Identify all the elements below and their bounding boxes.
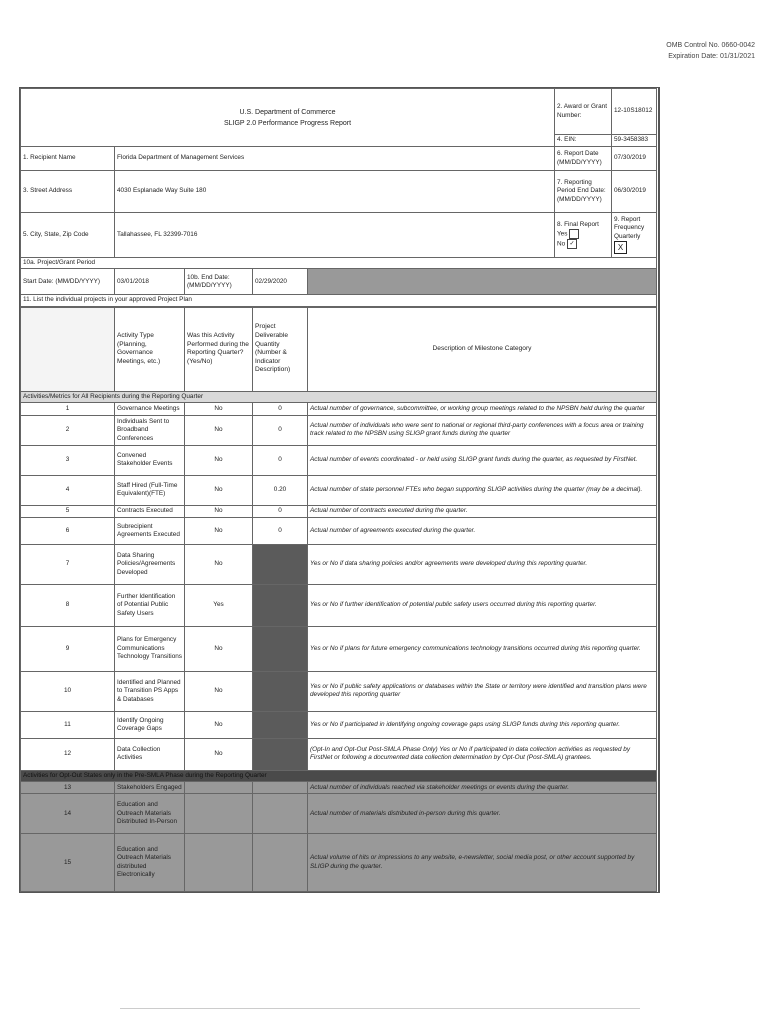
no-checkbox[interactable] bbox=[567, 239, 577, 249]
table-row bbox=[21, 626, 657, 671]
activity-type: Data Sharing Policies/Agreements Developed bbox=[115, 544, 185, 584]
performed-value: No bbox=[185, 402, 253, 415]
form-header-table bbox=[20, 88, 657, 307]
table-row bbox=[21, 475, 657, 505]
grant-period-label: 10a. Project/Grant Period bbox=[21, 258, 657, 269]
milestone-description: Yes or No if further identification of potential public safety users occurred during this reporting quarter. bbox=[308, 584, 657, 626]
row-number: 10 bbox=[21, 671, 115, 711]
row-number: 1 bbox=[21, 402, 115, 415]
table-row bbox=[21, 402, 657, 415]
activity-type: Identified and Planned to Transition PS Apps & Databases bbox=[115, 671, 185, 711]
deliverable-quantity: 0 bbox=[253, 402, 308, 415]
report-date-value: 07/30/2019 bbox=[612, 147, 657, 171]
section-opt-out: Activities for Opt-Out States only in the Pre-SMLA Phase during the Reporting Quarter bbox=[21, 770, 657, 781]
row-number: 12 bbox=[21, 738, 115, 770]
table-row bbox=[21, 834, 657, 892]
row-number: 9 bbox=[21, 626, 115, 671]
final-report-yes bbox=[557, 229, 609, 239]
recipient-name-value: Florida Department of Management Services bbox=[115, 147, 555, 171]
period-end-value: 06/30/2019 bbox=[612, 171, 657, 213]
performed-value: No bbox=[185, 517, 253, 544]
col-activity-type: Activity Type (Planning, Governance Meetings, etc.) bbox=[115, 307, 185, 391]
row-number: 11 bbox=[21, 711, 115, 738]
table-row bbox=[21, 782, 657, 794]
milestone-description: Actual number of agreements executed during the quarter. bbox=[308, 517, 657, 544]
table-row bbox=[21, 671, 657, 711]
col-performed: Was this Activity Performed during the Reporting Quarter? (Yes/No) bbox=[185, 307, 253, 391]
milestone-description: (Opt-In and Opt-Out Post-SMLA Phase Only) Yes or No if participated in data collection activities as requested by FirstNet or following a documented data collection determination by Opt-Out (Post-SMLA) grantees. bbox=[308, 738, 657, 770]
deliverable-quantity bbox=[253, 626, 308, 671]
performed-value bbox=[185, 782, 253, 794]
performed-value bbox=[185, 794, 253, 834]
activity-type: Education and Outreach Materials Distributed In-Person bbox=[115, 794, 185, 834]
milestone-description: Actual number of individuals reached via stakeholder meetings or events during the quarter. bbox=[308, 782, 657, 794]
omb-header bbox=[600, 40, 755, 62]
deliverable-quantity bbox=[253, 738, 308, 770]
deliverable-quantity bbox=[253, 834, 308, 892]
report-title: SLIGP 2.0 Performance Progress Report bbox=[223, 119, 352, 127]
deliverable-quantity: 0 bbox=[253, 415, 308, 445]
period-end-label: 7. Reporting Period End Date: (MM/DD/YYYY) bbox=[555, 171, 612, 213]
table-row bbox=[21, 505, 657, 517]
performed-value: No bbox=[185, 415, 253, 445]
milestone-description: Yes or No if public safety applications or databases within the State or territory were identified and transition plans were developed this reporting quarter bbox=[308, 671, 657, 711]
activities-table bbox=[20, 307, 657, 893]
activity-type: Subrecipient Agreements Executed bbox=[115, 517, 185, 544]
milestone-description: Yes or No if participated in identifying ongoing coverage gaps using SLIGP funds during this reporting quarter. bbox=[308, 711, 657, 738]
performed-value: No bbox=[185, 738, 253, 770]
table-row bbox=[21, 517, 657, 544]
milestone-description: Actual number of events coordinated - or held using SLIGP grant funds during the quarter, as requested by FirstNet. bbox=[308, 445, 657, 475]
row-number: 8 bbox=[21, 584, 115, 626]
start-date-value: 03/01/2018 bbox=[115, 269, 185, 295]
ein-value: 59-3458383 bbox=[612, 135, 657, 147]
deliverable-quantity bbox=[253, 711, 308, 738]
performed-value bbox=[185, 834, 253, 892]
activity-type: Stakeholders Engaged bbox=[115, 782, 185, 794]
milestone-description: Actual number of materials distributed in-person during this quarter. bbox=[308, 794, 657, 834]
milestone-description: Actual number of contracts executed during the quarter. bbox=[308, 505, 657, 517]
final-report-label: 8. Final Report bbox=[557, 220, 599, 228]
performed-value: No bbox=[185, 544, 253, 584]
performed-value: No bbox=[185, 445, 253, 475]
deliverable-quantity bbox=[253, 794, 308, 834]
row-number: 2 bbox=[21, 415, 115, 445]
row-number: 5 bbox=[21, 505, 115, 517]
milestone-description: Yes or No if data sharing policies and/or agreements were developed during this reporting quarter. bbox=[308, 544, 657, 584]
row-number: 3 bbox=[21, 445, 115, 475]
deliverable-quantity bbox=[253, 544, 308, 584]
milestone-description: Actual number of governance, subcommittee, or working group meetings related to the NPSBN held during the quarter bbox=[308, 402, 657, 415]
activity-type: Contracts Executed bbox=[115, 505, 185, 517]
yes-label: Yes bbox=[557, 230, 568, 238]
activity-type: Governance Meetings bbox=[115, 402, 185, 415]
start-date-label: Start Date: (MM/DD/YYYY) bbox=[21, 269, 115, 295]
city-state-zip-value: Tallahassee, FL 32399-7016 bbox=[115, 213, 555, 258]
performance-progress-report-form bbox=[19, 87, 660, 893]
report-date-label: 6. Report Date (MM/DD/YYYY) bbox=[555, 147, 612, 171]
row-number: 7 bbox=[21, 544, 115, 584]
report-frequency-label: 9. Report Frequency bbox=[614, 216, 645, 232]
final-report-cell bbox=[555, 213, 612, 258]
frequency-checkbox[interactable] bbox=[614, 241, 627, 254]
table-row bbox=[21, 738, 657, 770]
opt-out-rows bbox=[21, 782, 657, 892]
row-number: 4 bbox=[21, 475, 115, 505]
activity-type: Plans for Emergency Communications Technology Transitions bbox=[115, 626, 185, 671]
check-mark-icon: ✓ bbox=[569, 241, 575, 248]
ein-label: 4. EIN: bbox=[555, 135, 612, 147]
performed-value: Yes bbox=[185, 584, 253, 626]
performed-value: No bbox=[185, 475, 253, 505]
table-row bbox=[21, 445, 657, 475]
milestone-description: Actual number of individuals who were sent to national or regional third-party conferences with a focus area or training track related to the NPSBN using SLIGP grant funds during the quarter bbox=[308, 415, 657, 445]
performed-value: No bbox=[185, 505, 253, 517]
street-address-label: 3. Street Address bbox=[21, 171, 115, 213]
bottom-divider bbox=[120, 1008, 640, 1009]
activity-type: Convened Stakeholder Events bbox=[115, 445, 185, 475]
performed-value: No bbox=[185, 711, 253, 738]
street-address-value: 4030 Esplanade Way Suite 180 bbox=[115, 171, 555, 213]
row-number: 13 bbox=[21, 782, 115, 794]
table-row bbox=[21, 584, 657, 626]
activity-type: Staff Hired (Full-Time Equivalent)(FTE) bbox=[115, 475, 185, 505]
table-row bbox=[21, 415, 657, 445]
table-row bbox=[21, 711, 657, 738]
project-list-label: 11. List the individual projects in your approved Project Plan bbox=[21, 295, 657, 306]
yes-checkbox[interactable] bbox=[569, 229, 579, 239]
all-recipients-rows bbox=[21, 402, 657, 770]
row-number: 14 bbox=[21, 794, 115, 834]
frequency-mark: X bbox=[617, 242, 624, 252]
deliverable-quantity: 0 bbox=[253, 445, 308, 475]
row-number: 6 bbox=[21, 517, 115, 544]
no-label: No bbox=[557, 240, 566, 248]
expiration-date: Expiration Date: 01/31/2021 bbox=[668, 53, 755, 60]
row-number: 15 bbox=[21, 834, 115, 892]
deliverable-quantity bbox=[253, 584, 308, 626]
col-deliverable: Project Deliverable Quantity (Number & Indicator Description) bbox=[253, 307, 308, 391]
activity-type: Further Identification of Potential Public Safety Users bbox=[115, 584, 185, 626]
table-row bbox=[21, 544, 657, 584]
header-blank-cell bbox=[21, 307, 115, 391]
activity-type: Identify Ongoing Coverage Gaps bbox=[115, 711, 185, 738]
col-description: Description of Milestone Category bbox=[308, 307, 657, 391]
department-name: U.S. Department of Commerce bbox=[239, 108, 336, 116]
activity-type: Individuals Sent to Broadband Conferences bbox=[115, 415, 185, 445]
performed-value: No bbox=[185, 671, 253, 711]
deliverable-quantity bbox=[253, 782, 308, 794]
end-date-value: 02/29/2020 bbox=[253, 269, 308, 295]
milestone-description: Yes or No if plans for future emergency communications technology transitions occurred during this reporting quarter. bbox=[308, 626, 657, 671]
final-report-no bbox=[557, 239, 609, 249]
milestone-description: Actual volume of hits or impressions to any website, e-newsletter, social media post, or other account supported by SLIGP during the quarter. bbox=[308, 834, 657, 892]
table-row bbox=[21, 794, 657, 834]
city-state-zip-label: 5. City, State, Zip Code bbox=[21, 213, 115, 258]
deliverable-quantity bbox=[253, 671, 308, 711]
report-title-cell bbox=[21, 89, 555, 147]
deliverable-quantity: 0 bbox=[253, 517, 308, 544]
activity-type: Data Collection Activities bbox=[115, 738, 185, 770]
deliverable-quantity: 0 bbox=[253, 505, 308, 517]
report-frequency-value: Quarterly bbox=[614, 232, 641, 240]
recipient-name-label: 1. Recipient Name bbox=[21, 147, 115, 171]
omb-control-number: OMB Control No. 0660-0042 bbox=[666, 42, 755, 49]
performed-value: No bbox=[185, 626, 253, 671]
deliverable-quantity: 0.20 bbox=[253, 475, 308, 505]
award-number-label: 2. Award or Grant Number: bbox=[555, 89, 612, 135]
milestone-description: Actual number of state personnel FTEs who began supporting SLIGP activities during the quarter (may be a decimal). bbox=[308, 475, 657, 505]
section-all-recipients: Activities/Metrics for All Recipients during the Reporting Quarter bbox=[21, 391, 657, 402]
activity-type: Education and Outreach Materials distributed Electronically bbox=[115, 834, 185, 892]
end-date-label: 10b. End Date: (MM/DD/YYYY) bbox=[185, 269, 253, 295]
award-number-value: 12-10S18012 bbox=[612, 89, 657, 135]
period-shaded-area bbox=[308, 269, 657, 295]
report-frequency-cell bbox=[612, 213, 657, 258]
